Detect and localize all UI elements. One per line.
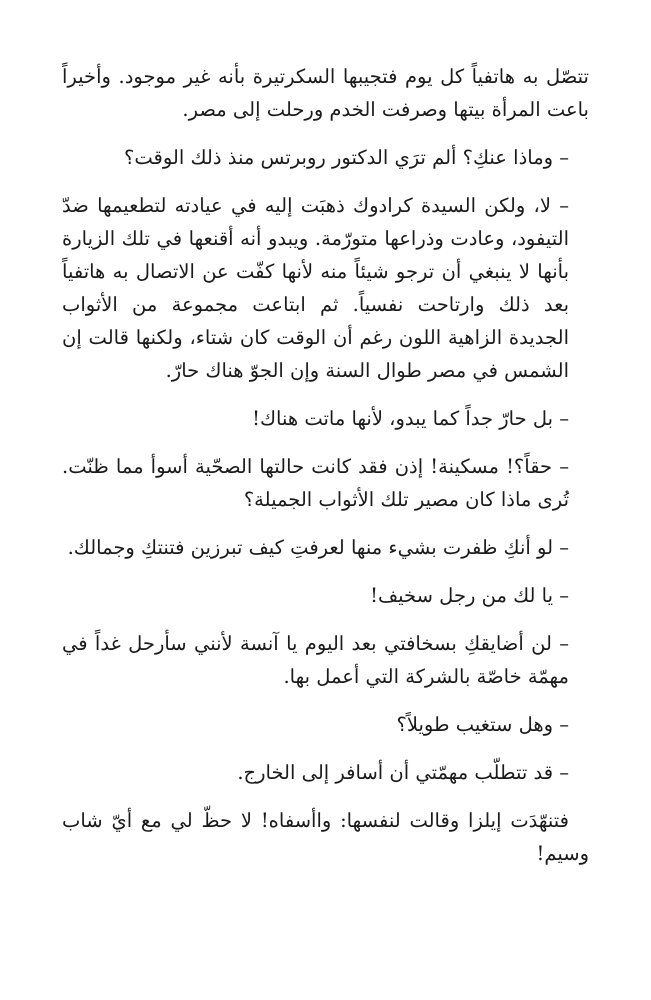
dialogue-line: – حقاً؟! مسكينة! إذن فقد كانت حالتها الصحّية أسوأ مما ظنّت. تُرى ماذا كان مصير تلك الأثواب الجميلة؟: [62, 455, 569, 511]
dialogue-line: – وماذا عنكِ؟ ألم ترَي الدكتور روبرتس منذ ذلك الوقت؟: [124, 146, 569, 169]
book-page: [62, 60, 589, 885]
narrative-paragraph: فتنهّدَت إيلزا وقالت لنفسها: واأسفاه! لا حظّ لي مع أيّ شاب وسيم!: [62, 809, 589, 865]
dialogue-line: – لو أنكِ ظفرت بشيء منها لعرفتِ كيف تبرزين فتنتكِ وجمالك.: [67, 536, 569, 559]
dialogue-line: – وهل ستغيب طويلاً؟: [396, 713, 569, 736]
paragraph-continuation: تتصّل به هاتفياً كل يوم فتجيبها السكرتيرة بأنه غير موجود. وأخيراً باعت المرأة بيتها وصرفت الخدم ورحلت إلى مصر.: [62, 65, 589, 121]
dialogue-line: – يا لك من رجل سخيف!: [370, 584, 569, 607]
dialogue-line: – قد تتطلّب مهمّتي أن أسافر إلى الخارج.: [237, 761, 569, 784]
dialogue-line: – لا، ولكن السيدة كرادوك ذهبَت إليه في عيادته لتطعيمها ضدّ التيفود، وعادت وذراعها متورّمة. ويبدو أنه أقنعها في تلك الزيارة بأنها لا ينبغي أن ترجو شيئاً منه لأنها كفّت عن الاتصال به هاتفياً بعد ذلك وارتاحت نفسياً. ثم ابتاعت مجموعة من الأثواب الجديدة الزاهية اللون رغم أن الوقت كان شتاء، ولكنها قالت إن الشمس في مصر طوال السنة وإن الجوّ هناك حارّ.: [62, 194, 569, 382]
dialogue-line: – لن أضايقكِ بسخافتي بعد اليوم يا آنسة لأنني سأرحل غداً في مهمّة خاصّة بالشركة التي أعمل بها.: [62, 632, 569, 688]
dialogue-line: – بل حارّ جداً كما يبدو، لأنها ماتت هناك!: [252, 407, 569, 430]
